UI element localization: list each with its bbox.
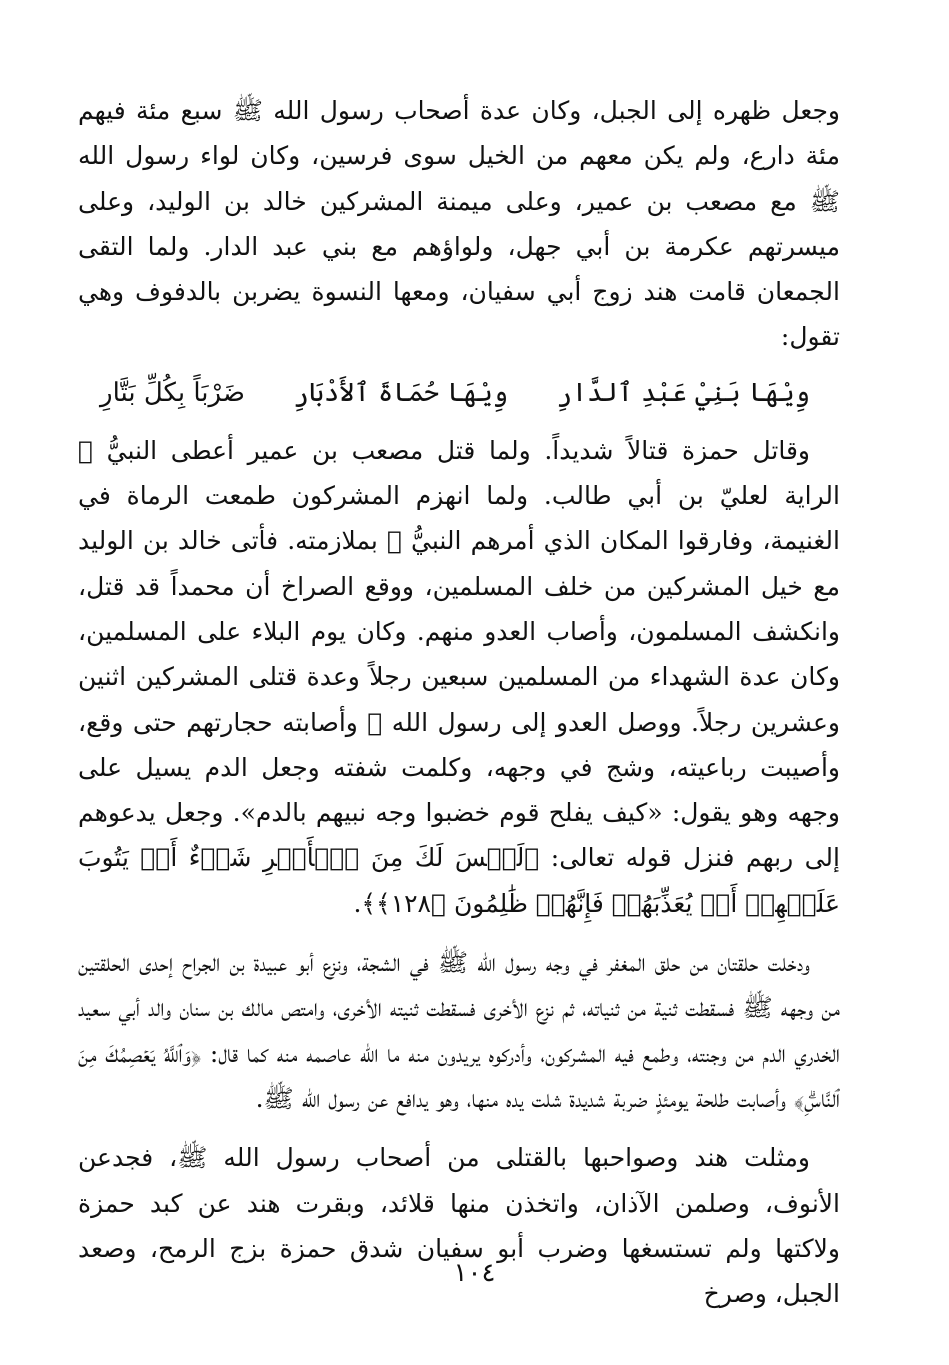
verse-hemistich-3: ضَرْبَاً بِكُلِّ بَتَّارِ xyxy=(100,377,245,408)
verse-hemistich-1: وِيْهَا بَنِيْ عَبْدِ ٱلدَّارِ xyxy=(556,377,810,408)
paragraph-4: ومثلت هند وصواحبها بالقتلى من أصحاب رسول الله ﷺ، فجدعن الأنوف، وصلمن الآذان، واتخذن منها قلائد، وبقرت هند عن كبد حمزة ولاكتها ولم تستسغها وضرب أبو سفيان شدق حمزة بزج الرمح، وصعد الجبل، وصرخ xyxy=(78,1143,840,1309)
paragraph-spacer xyxy=(78,926,840,940)
poem-verse xyxy=(78,364,840,422)
paragraph-2: وقاتل حمزة قتالاً شديداً. ولما قتل مصعب بن عمير أعطى النبيُّ ﷺ الراية لعليّ بن أبي طالب. ولما انهزم المشركون طمعت الرماة في الغنيمة، وفارقوا المكان الذي أمرهم النبيُّ ﷺ بملازمته. فأتى خالد بن الوليد مع خيل المشركين من خلف المسلمين، ووقع الصراخ أن محمداً قد قتل، وانكشف المسلمون، وأصاب العدو منهم. وكان يوم البلاء على المسلمين، وكان عدة الشهداء من المسلمين سبعين رجلاً وعدة قتلى المشركين اثنين وعشرين رجلاً. ووصل العدو إلى رسول الله ﷺ وأصابته حجارتهم حتى وقع، وأصيبت رباعيته، وشج في وجهه، وكلمت شفته وجعل الدم يسيل على وجهه وهو يقول: «كيف يفلح قوم خضبوا وجه نبيهم بالدم». وجعل يدعوهم إلى ربهم فنزل قوله تعالى: ﴿لَيۡسَ لَكَ مِنَ ٱلۡأَمۡرِ شَيۡءٌ أَوۡ يَتُوبَ عَلَيۡهِمۡ أَوۡ يُعَذِّبَهُمۡ فَإِنَّهُمۡ ظَٰلِمُونَ ﴿١٢٨﴾﴾. xyxy=(78,435,840,918)
paragraph-1: وجعل ظهره إلى الجبل، وكان عدة أصحاب رسول الله ﷺ سبع مئة فيهم مئة دارع، ولم يكن معهم من الخيل سوى فرسين، وكان لواء رسول الله ﷺ مع مصعب بن عمير، وعلى ميمنة المشركين خالد بن الوليد، وعلى ميسرتهم عكرمة بن أبي جهل، ولواؤهم مع بني عبد الدار. ولما التقى الجمعان قامت هند زوج أبي سفيان، ومعها النسوة يضربن بالدفوف وهي تقول: xyxy=(78,96,840,352)
page-body xyxy=(78,88,840,1316)
page-number: ١٠٤ xyxy=(453,1258,496,1288)
paragraph-spacer xyxy=(78,1121,840,1135)
verse-hemistich-2: وِيْهَا حُمَاةَ ٱلأَدْبَارِ xyxy=(293,377,509,408)
paragraph-3: ودخلت حلقتان من حلق المغفر في وجه رسول الله ﷺ في الشجة، ونزع أبو عبيدة بن الجراح إحدى الحلقتين من وجهه ﷺ فسقطت ثنية من ثنياته، ثم نزع الأخرى فسقطت ثنيته الأخرى، وامتص مالك بن سنان والد أبي سعيد الخدري الدم من وجنته، وطمع فيه المشركون، وأدركوه يريدون منه ما الله عاصمه منه كما قال: ﴿وَٱللَّهُ يَعۡصِمُكَ مِنَ ٱلنَّاسِۗ﴾ وأصابت طلحة يومئذٍ ضربة شديدة شلت يده منها، وهو يدافع عن رسول الله ﷺ. xyxy=(78,948,840,1113)
